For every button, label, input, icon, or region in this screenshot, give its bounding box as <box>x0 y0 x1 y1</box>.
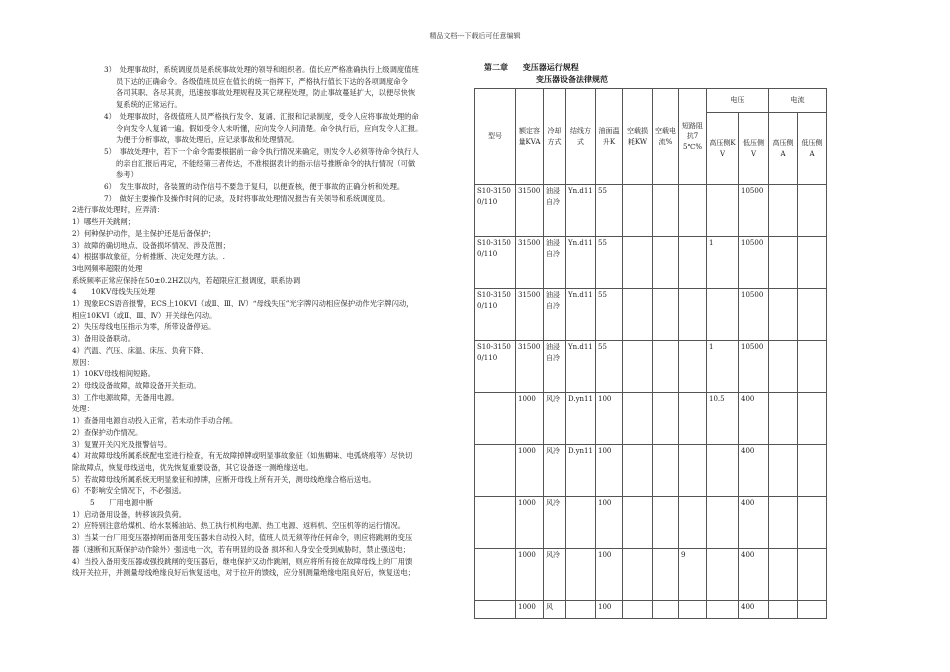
cell-capacity: 1000 <box>516 549 544 601</box>
text-line: 5 厂用电源中断 <box>90 498 154 508</box>
cell-capacity: 31500 <box>516 237 544 289</box>
cell-noload-current <box>653 237 679 289</box>
cell-noload-loss <box>623 185 653 237</box>
text-line: 2）母线设备故障，故障设备开关拒动。 <box>72 380 201 390</box>
text-line: 4）根据事故象征，分析推断、决定处理方法。. <box>72 252 225 262</box>
cell-noload-loss <box>623 289 653 341</box>
cell-hv-kv <box>707 185 739 237</box>
col-lv-v: 低压侧V <box>739 113 769 185</box>
cell-model: S10-31500/110 <box>475 237 516 289</box>
cell-hv-a <box>769 497 798 549</box>
col-hv-kv: 高压侧KV <box>707 113 739 185</box>
cell-lv-v: 400 <box>739 497 769 549</box>
text-line: 3）故障的确切地点、设备损坏情况、涉及范围； <box>72 240 230 250</box>
cell-lv-a <box>798 393 827 445</box>
text-line: 线开关拉开，并测量母线绝缘良好后恢复送电，对于拉开的馈线，应分别测量绝缘电阻良好后，恢复送电； <box>72 568 415 578</box>
text-line: 处理： <box>72 404 94 414</box>
text-line: 1）10KV母线相间短路。 <box>72 369 156 379</box>
cell-wiring <box>566 549 596 601</box>
cell-oil-temp: 55 <box>596 237 623 289</box>
col-impedance: 短路阻抗75℃% <box>679 89 707 185</box>
cell-hv-kv <box>707 549 739 601</box>
cell-hv-kv: 10.5 <box>707 393 739 445</box>
table-row <box>475 393 827 445</box>
cell-lv-a <box>798 549 827 601</box>
text-line: 器（速断和瓦斯保护动作除外）强送电一次，若有明显的设备 损坏和人身安全受到威胁时，禁止强送电； <box>72 544 410 554</box>
cell-oil-temp: 100 <box>596 497 623 549</box>
cell-hv-a <box>769 549 798 601</box>
text-line: 除故障点，恢复母线送电，优先恢复重要设备，其它设备逐一测绝缘送电。 <box>72 462 313 472</box>
text-line: 1）启动备用设备，转移该段负荷。 <box>72 509 187 519</box>
cell-wiring: Yn.d11 <box>566 341 596 393</box>
table-row <box>475 497 827 549</box>
procedure-text <box>72 64 472 579</box>
cell-capacity: 31500 <box>516 185 544 237</box>
cell-hv-a <box>769 601 798 619</box>
cell-lv-a <box>798 445 827 497</box>
transformer-spec-section <box>474 62 830 619</box>
text-line: 的亲自汇报后再定，不能经第三者传达，不准根据表计的指示信号推断命令的执行情况（可做 <box>116 158 416 168</box>
text-line: 3）工作电源故障，无备用电源。 <box>72 392 179 402</box>
table-row <box>475 237 827 289</box>
cell-noload-current <box>653 289 679 341</box>
text-line: 各司其职、各尽其责，迅速按事故处理规程及其它规程处理，防止事故蔓延扩大，以便尽快恢 <box>116 88 416 98</box>
text-line: 复系统的正常运行。 <box>116 100 182 110</box>
cell-cooling: 油浸自冷 <box>544 341 566 393</box>
text-line: 员下达的正确命令。各级值班员应在值长的统一指挥下，严格执行值长下达的各项调度命令 <box>116 76 408 86</box>
cell-capacity: 1000 <box>516 601 544 619</box>
cell-lv-v: 400 <box>739 601 769 619</box>
col-model: 型号 <box>475 89 516 185</box>
col-oil-temp: 油面温升K <box>596 89 623 185</box>
cell-model <box>475 445 516 497</box>
cell-hv-kv <box>707 497 739 549</box>
cell-impedance <box>679 445 707 497</box>
table-row <box>475 341 827 393</box>
cell-lv-v: 10500 <box>739 185 769 237</box>
cell-impedance: 9 <box>679 549 707 601</box>
text-line: 3电网频率超限的处理 <box>72 263 143 273</box>
table-row <box>475 289 827 341</box>
cell-cooling: 风冷 <box>544 445 566 497</box>
cell-noload-current <box>653 341 679 393</box>
cell-lv-a <box>798 601 827 619</box>
cell-model <box>475 601 516 619</box>
text-line: 1）查备用电源自动投入正常，若未动作手动合闸。 <box>72 416 238 426</box>
cell-hv-kv <box>707 445 739 497</box>
transformer-spec-table <box>474 88 827 619</box>
col-cooling: 冷却方式 <box>544 89 566 185</box>
cell-noload-loss <box>623 549 653 601</box>
cell-lv-a <box>798 185 827 237</box>
page-header: 精品文档---下载后可任意编辑 <box>429 32 521 40</box>
chapter-heading <box>474 62 830 74</box>
text-line: 4）当投入备用变压器或强投跳闸的变压器后，继电保护又动作跳闸，则应将所有接在故障母线上的厂用馈 <box>72 556 413 566</box>
cell-wiring: Yn.d11 <box>566 185 596 237</box>
table-row <box>475 601 827 619</box>
cell-model: S10-31500/110 <box>475 341 516 393</box>
cell-noload-current <box>653 445 679 497</box>
cell-wiring <box>566 497 596 549</box>
text-line: 系统频率正常应保持在50±0.2HZ以内，若超限应汇报调度，联系协调 <box>72 275 301 285</box>
text-line: 2进行事故处理时，应弄清： <box>72 205 165 215</box>
cell-model <box>475 497 516 549</box>
cell-hv-a <box>769 237 798 289</box>
cell-capacity: 1000 <box>516 445 544 497</box>
cell-cooling: 风冷 <box>544 497 566 549</box>
cell-impedance <box>679 341 707 393</box>
cell-model <box>475 549 516 601</box>
cell-hv-kv: 1 <box>707 237 739 289</box>
text-line: 2）应特别注意给煤机、给水泵稀油站、热工执行机构电源、热工电源、返料机、空压机等的运行情况。 <box>72 521 405 531</box>
text-line: 参考） <box>116 170 138 180</box>
cell-noload-loss <box>623 341 653 393</box>
cell-lv-a <box>798 497 827 549</box>
cell-impedance <box>679 289 707 341</box>
text-line: 6） 发生事故时，各装置的动作信号不要急于复归，以便查核，便于事故的正确分析和处理。 <box>104 182 405 192</box>
cell-noload-loss <box>623 237 653 289</box>
text-line: 7） 做好主要操作及操作时间的记录，及时将事故处理情况报告有关领导和系统调度员。 <box>104 193 390 203</box>
chapter-title: 变压器运行规程 <box>522 62 579 72</box>
cell-noload-current <box>653 497 679 549</box>
text-line: 4）汽温、汽压、床温、床压、负荷下降、 <box>72 345 208 355</box>
cell-cooling: 风冷 <box>544 393 566 445</box>
cell-model <box>475 393 516 445</box>
cell-lv-v: 10500 <box>739 341 769 393</box>
col-hv-a: 高压侧A <box>769 113 798 185</box>
cell-noload-loss <box>623 601 653 619</box>
cell-hv-kv <box>707 289 739 341</box>
table-row <box>475 445 827 497</box>
cell-oil-temp: 55 <box>596 185 623 237</box>
col-noload-loss: 空载损耗KW <box>623 89 653 185</box>
text-line: 3）备用设备联动。 <box>72 334 136 344</box>
col-wiring: 结线方式 <box>566 89 596 185</box>
cell-hv-a <box>769 289 798 341</box>
cell-cooling: 风冷 <box>544 549 566 601</box>
text-line: 4） 处理事故时，各级值班人员严格执行发令、复诵、汇报和记录制度，受令人应将事故处理的命 <box>104 111 419 121</box>
cell-capacity: 31500 <box>516 289 544 341</box>
cell-oil-temp: 55 <box>596 341 623 393</box>
cell-oil-temp: 55 <box>596 289 623 341</box>
cell-impedance <box>679 185 707 237</box>
cell-wiring: Yn.d11 <box>566 289 596 341</box>
cell-lv-v: 400 <box>739 445 769 497</box>
cell-hv-kv: 1 <box>707 341 739 393</box>
cell-capacity: 1000 <box>516 497 544 549</box>
cell-noload-current <box>653 549 679 601</box>
text-line: 1）哪些开关跳闸； <box>72 217 136 227</box>
cell-oil-temp: 100 <box>596 549 623 601</box>
text-line: 原因： <box>72 357 94 367</box>
text-line: 2）查保护动作情况。 <box>72 427 143 437</box>
text-line: 5） 事故处理中，若下一个命令需要根据前一命令执行情况来确定，则发令人必须等待命令执行人 <box>104 146 419 156</box>
cell-impedance <box>679 497 707 549</box>
text-line: 4）对故障母线所属系统配电室进行检查，有无故障掉牌或明显事故象征（如焦糊味、电弧烧痕等）尽快切 <box>72 451 413 461</box>
cell-model: S10-31500/110 <box>475 289 516 341</box>
cell-cooling: 油浸自冷 <box>544 289 566 341</box>
text-line: 1）现象ECS语音报警，ECS上10KVⅠ（或Ⅱ、Ⅲ、Ⅳ）“母线失压”光字牌闪动相应保护动作光字牌闪动， <box>72 299 414 309</box>
text-line: 6）不影响安全情况下，不必强送。 <box>72 486 187 496</box>
cell-noload-loss <box>623 445 653 497</box>
text-line: 为便于分析事故，事故处理后，应记录事故和处理情况。 <box>116 135 299 145</box>
text-line: 3） 处理事故时，系统调度员是系统事故处理的领导和组织者。值长应严格准确执行上级调度值班 <box>104 65 419 74</box>
cell-hv-a <box>769 341 798 393</box>
cell-noload-loss <box>623 497 653 549</box>
cell-lv-v: 400 <box>739 393 769 445</box>
text-line: 2）何种保护动作，是主保护还是后备保护； <box>72 228 216 238</box>
cell-oil-temp: 100 <box>596 445 623 497</box>
cell-wiring: Yn.d11 <box>566 237 596 289</box>
text-line: 相应10KVⅠ（或Ⅱ、Ⅲ、Ⅳ）开关绿色闪动。 <box>72 310 217 320</box>
cell-lv-a <box>798 341 827 393</box>
text-line: 3）当某一台厂用变压器掉闸而备用变压器未自动投入时，值班人员无须等待任何命令，则应将跳闸的变压 <box>72 533 413 543</box>
cell-lv-a <box>798 289 827 341</box>
col-lv-a: 低压侧A <box>798 113 827 185</box>
cell-cooling: 油浸自冷 <box>544 185 566 237</box>
cell-noload-current <box>653 601 679 619</box>
text-line: 5）若故障母线所属系统无明显象征和掉牌，应断开母线上所有开关，测母线绝缘合格后送电。 <box>72 474 376 484</box>
table-row <box>475 185 827 237</box>
cell-cooling: 风 <box>544 601 566 619</box>
text-line: 2）失压母线电压指示为零，所带设备停运。 <box>72 322 216 332</box>
cell-hv-a <box>769 393 798 445</box>
cell-wiring <box>566 601 596 619</box>
cell-lv-v: 10500 <box>739 289 769 341</box>
cell-wiring: D.yn11 <box>566 445 596 497</box>
text-line: 4 10KV母线失压处理 <box>72 287 156 297</box>
col-group-voltage: 电压 <box>707 89 769 113</box>
cell-wiring: D.yn11 <box>566 393 596 445</box>
cell-hv-a <box>769 185 798 237</box>
cell-hv-a <box>769 445 798 497</box>
chapter-number: 第二章 <box>484 62 508 72</box>
table-title: 变压器设备法律规范 <box>536 74 608 84</box>
cell-impedance <box>679 237 707 289</box>
cell-model: S10-31500/110 <box>475 185 516 237</box>
table-row <box>475 549 827 601</box>
cell-oil-temp: 100 <box>596 393 623 445</box>
cell-impedance <box>679 393 707 445</box>
cell-noload-loss <box>623 393 653 445</box>
cell-oil-temp: 100 <box>596 601 623 619</box>
cell-lv-v: 10500 <box>739 237 769 289</box>
cell-noload-current <box>653 393 679 445</box>
cell-cooling: 油浸自冷 <box>544 237 566 289</box>
cell-lv-a <box>798 237 827 289</box>
cell-capacity: 31500 <box>516 341 544 393</box>
text-line: 3）复置开关闪光及报警信号。 <box>72 439 172 449</box>
cell-impedance <box>679 601 707 619</box>
col-capacity: 额定容量KVA <box>516 89 544 185</box>
cell-lv-v: 400 <box>739 549 769 601</box>
text-line: 令向发令人复诵一遍。假如受令人未听懂，应向发令人问清楚。命令执行后，应向发令人汇报。 <box>116 123 423 133</box>
col-group-current: 电流 <box>769 89 827 113</box>
cell-noload-current <box>653 185 679 237</box>
cell-capacity: 1000 <box>516 393 544 445</box>
cell-hv-kv <box>707 601 739 619</box>
col-noload-current: 空载电流% <box>653 89 679 185</box>
